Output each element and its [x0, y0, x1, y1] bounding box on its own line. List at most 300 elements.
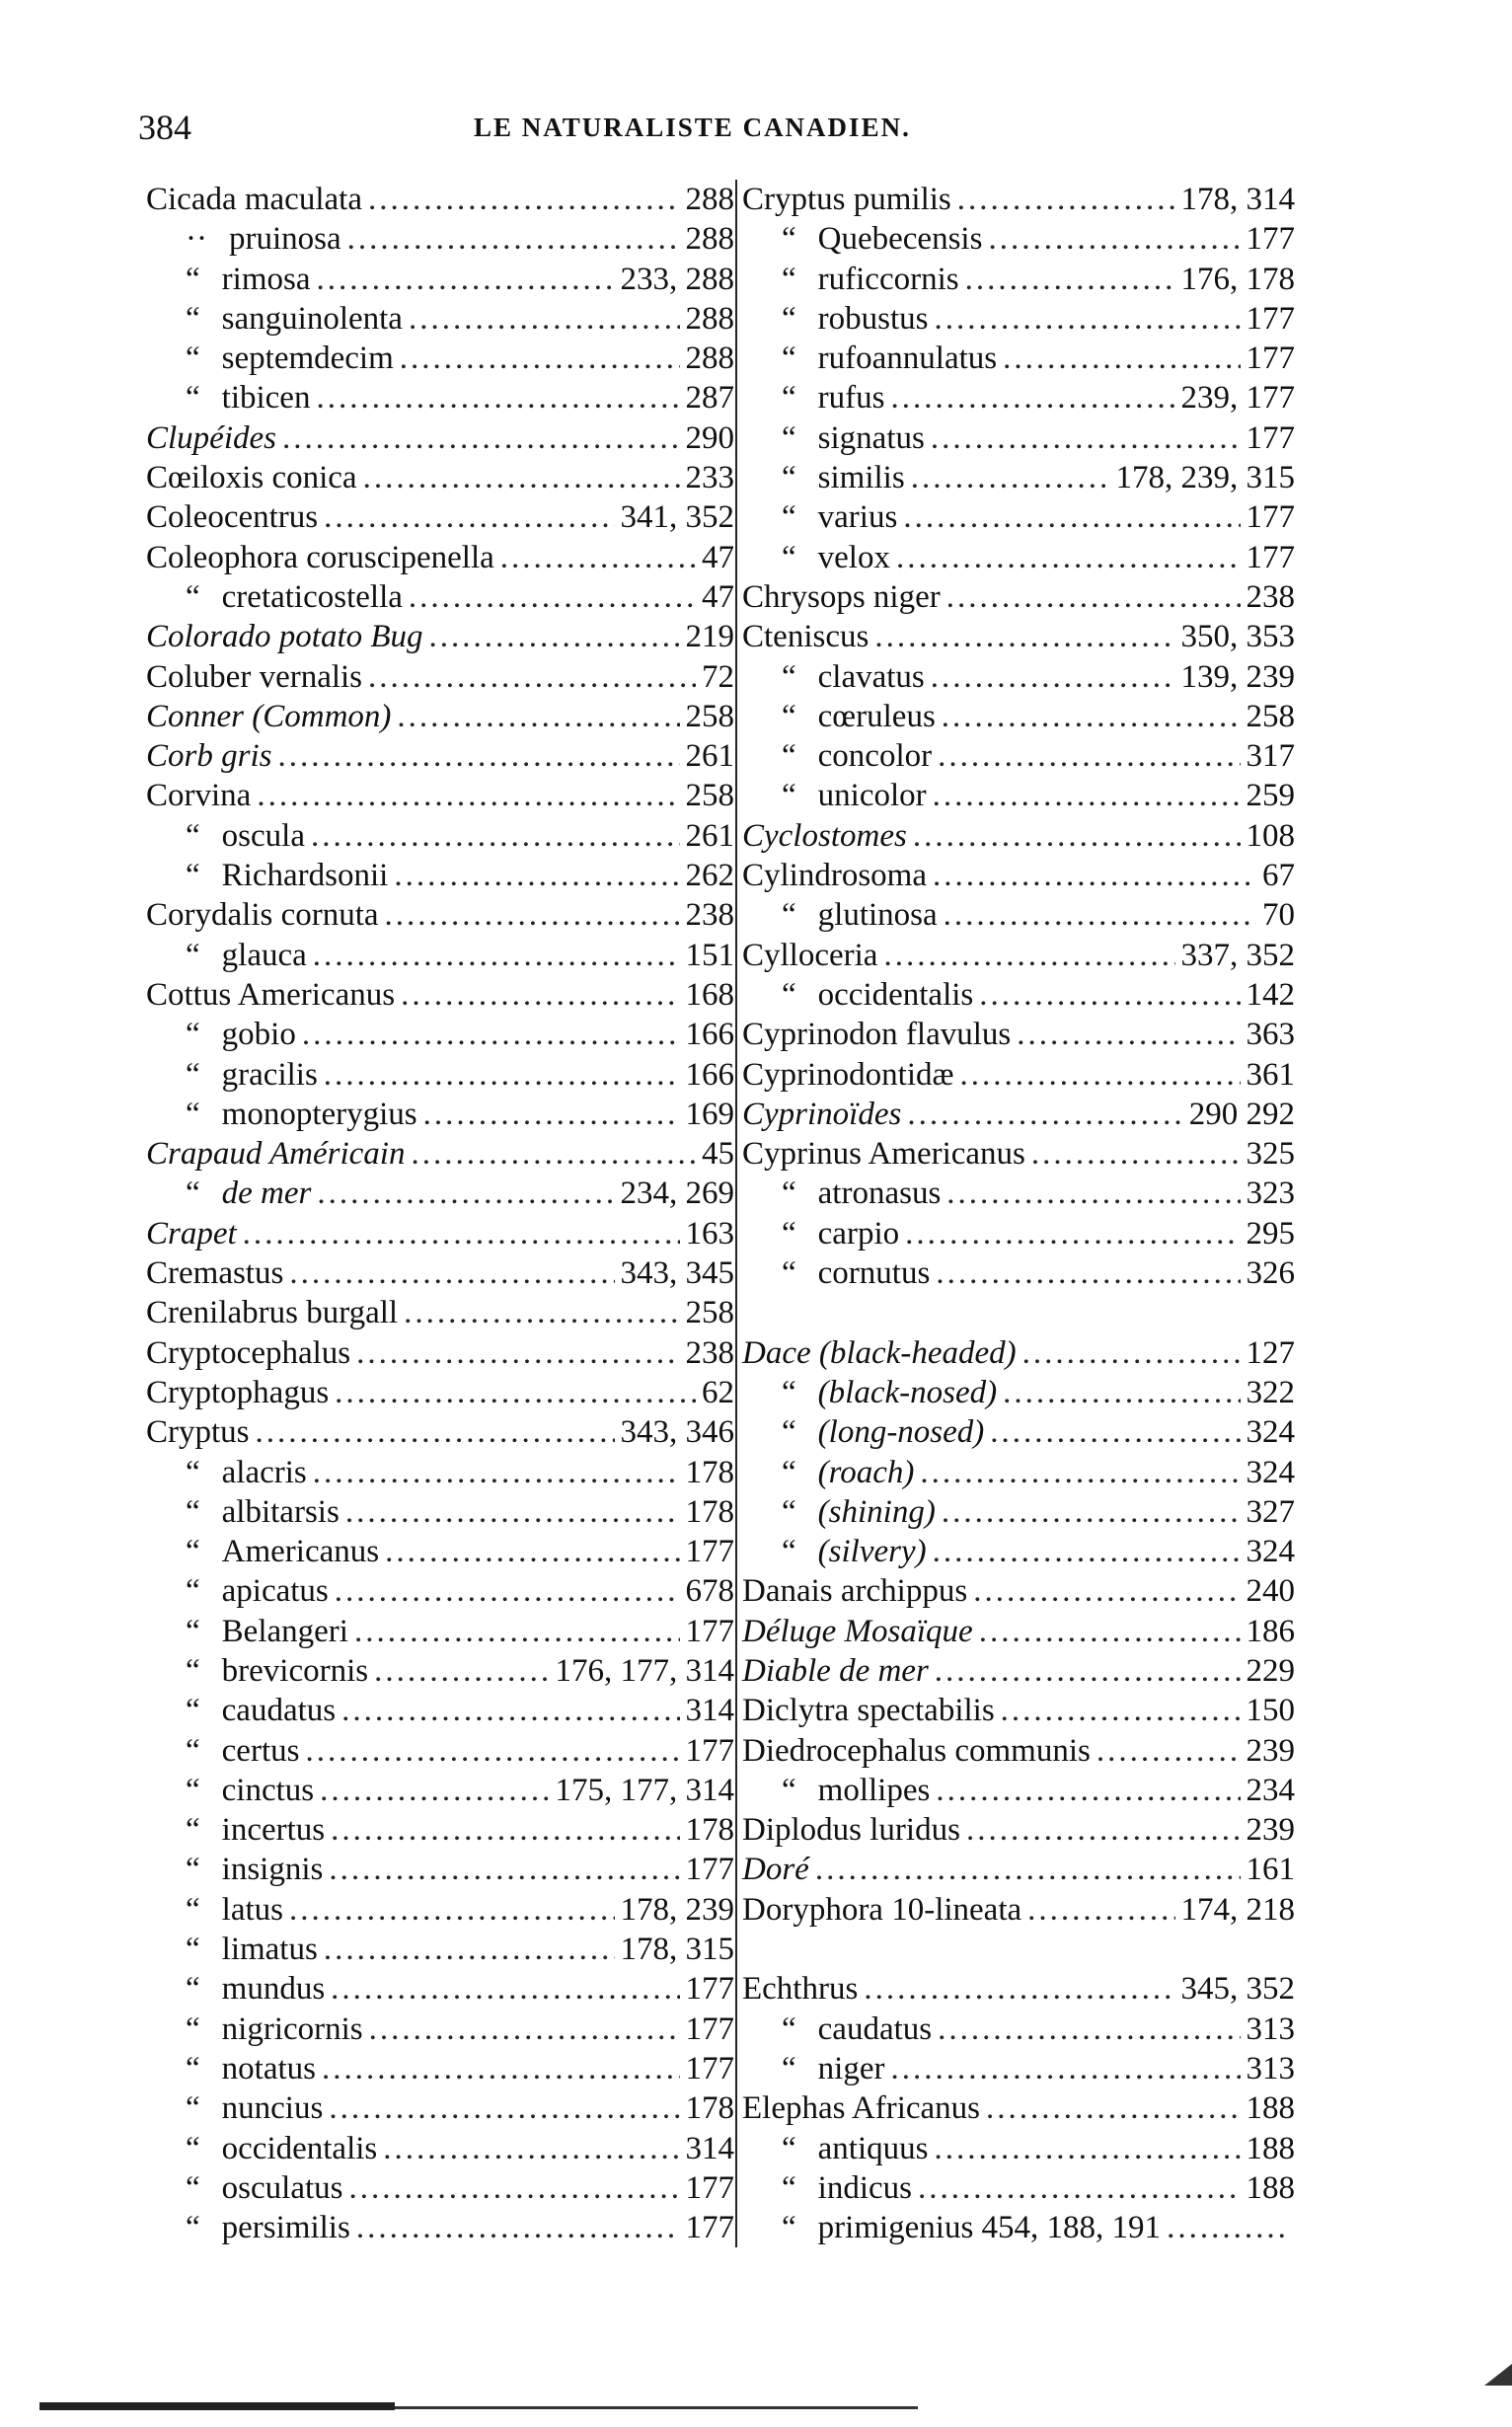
index-entry: [146, 816, 734, 856]
entry-term: cinctus: [221, 1772, 315, 1808]
index-entry: [742, 776, 1295, 815]
entry-pages: 169: [685, 1096, 734, 1132]
entry-term: Coleophora coruscipenella: [146, 539, 494, 575]
index-entry: [742, 617, 1295, 656]
entry-term: clavatus: [817, 658, 925, 695]
entry-pages: 186: [1246, 1613, 1295, 1649]
entry-term: niger: [817, 2050, 885, 2086]
ditto-mark: “: [186, 2169, 200, 2206]
entry-term: unicolor: [817, 778, 927, 814]
ditto-mark: “: [186, 1017, 200, 1053]
ditto-mark: “: [782, 2169, 796, 2206]
entry-term: atronasus: [817, 1176, 942, 1212]
dot-leader: [1003, 1373, 1240, 1412]
ditto-mark: “: [782, 2210, 796, 2246]
entry-term: osculatus: [221, 2169, 343, 2206]
entry-term: mundus: [221, 1971, 326, 2008]
entry-term: antiquus: [817, 2130, 929, 2166]
entry-pages: 178: [685, 2090, 734, 2127]
index-entry: [742, 895, 1295, 935]
entry-pages: 233, 288: [620, 261, 734, 297]
dot-leader: [409, 299, 680, 339]
page-number: 384: [138, 108, 191, 147]
ditto-mark: “: [186, 1534, 200, 1570]
ditto-mark: “: [186, 2010, 200, 2047]
entry-pages: 177: [1246, 300, 1295, 337]
entry-pages: 178, 239: [620, 1891, 734, 1928]
index-entry: [146, 458, 734, 497]
entry-term: albitarsis: [221, 1493, 340, 1530]
index-entry: [742, 1453, 1295, 1492]
entry-term: (long-nosed): [817, 1414, 985, 1451]
dot-leader: [394, 856, 679, 895]
dot-leader: [311, 816, 680, 856]
entry-pages: 325: [1246, 1136, 1295, 1173]
index-entry: [742, 1532, 1295, 1571]
ditto-mark: “: [782, 2050, 796, 2086]
index-entry: [742, 577, 1295, 617]
ditto-mark: “: [782, 1176, 796, 1212]
index-column-right: [742, 180, 1295, 2247]
entry-term: mollipes: [817, 1772, 931, 1808]
dot-leader: [385, 1532, 679, 1571]
entry-pages: 233: [685, 460, 734, 496]
entry-term: caudatus: [817, 2010, 933, 2047]
dot-leader: [944, 895, 1256, 935]
entry-term: Corvina: [146, 778, 252, 814]
entry-pages: 313: [1246, 2050, 1295, 2086]
index-entry: [146, 538, 734, 577]
entry-term: caudatus: [221, 1693, 337, 1729]
index-entry: [742, 657, 1295, 697]
dot-leader: [289, 1253, 614, 1293]
entry-term: cœruleus: [817, 698, 936, 734]
ditto-mark: “: [782, 1374, 796, 1410]
ditto-mark: “: [782, 1255, 796, 1292]
index-entry: [146, 2010, 734, 2049]
entry-pages: 177: [1246, 539, 1295, 575]
entry-pages: 219: [685, 619, 734, 655]
entry-term: Echthrus: [742, 1971, 859, 2008]
entry-pages: 314: [685, 2130, 734, 2166]
index-entry: [146, 1412, 734, 1452]
ditto-mark: “: [782, 1493, 796, 1530]
dot-leader: [935, 299, 1241, 339]
ditto-mark: “: [186, 1732, 200, 1769]
ditto-mark: “: [186, 2090, 200, 2127]
dot-leader: [368, 180, 680, 219]
index-entry: [146, 1253, 734, 1293]
index-entry: [146, 1333, 734, 1373]
entry-pages: 258: [1246, 698, 1295, 734]
entry-term: alacris: [221, 1454, 307, 1490]
entry-term: pruinosa: [228, 221, 341, 258]
dot-leader: [931, 657, 1175, 697]
dot-leader: [896, 538, 1241, 577]
entry-term: nigricornis: [221, 2010, 363, 2047]
entry-pages: 188: [1246, 2090, 1295, 2127]
entry-pages: 290 292: [1188, 1096, 1295, 1132]
index-entry: [146, 1571, 734, 1611]
index-entry: [742, 299, 1295, 339]
dot-leader: [356, 2208, 680, 2247]
entry-pages: 327: [1246, 1493, 1295, 1530]
index-entry: [146, 895, 734, 935]
entry-term: Cyprinodon flavulus: [742, 1017, 1012, 1053]
index-entry: [146, 1492, 734, 1532]
entry-term: Colorado potato Bug: [146, 619, 423, 655]
index-entry: [742, 2049, 1295, 2088]
index-entry: [742, 1771, 1295, 1810]
entry-pages: 177: [1246, 499, 1295, 536]
dot-leader: [400, 339, 680, 378]
entry-term: Belangeri: [221, 1613, 348, 1649]
index-entry: [146, 1293, 734, 1332]
index-entry: [146, 736, 734, 776]
dot-leader: [973, 1571, 1240, 1611]
entry-term: de mer: [221, 1176, 312, 1212]
index-entry: [742, 1890, 1295, 1930]
dot-leader: [935, 1651, 1241, 1691]
index-entry: [146, 1174, 734, 1213]
entry-pages: 177: [685, 1534, 734, 1570]
entry-pages: 108: [1246, 817, 1295, 854]
index-entry: [742, 975, 1295, 1015]
entry-pages: 288: [685, 221, 734, 258]
index-entry: [742, 816, 1295, 856]
ditto-mark: “: [186, 578, 200, 615]
entry-pages: 67: [1262, 858, 1295, 894]
entry-term: persimilis: [221, 2210, 350, 2246]
entry-term: sanguinolenta: [221, 300, 403, 337]
dot-leader: [957, 180, 1175, 219]
index-entry: [742, 1492, 1295, 1532]
dot-leader: [347, 219, 680, 259]
ditto-mark: “: [186, 1891, 200, 1928]
entry-term: monopterygius: [221, 1096, 417, 1132]
entry-pages: 341, 352: [620, 499, 734, 536]
dot-leader: [282, 418, 680, 458]
index-entry: [146, 1134, 734, 1174]
index-entry: [146, 2049, 734, 2088]
index-entry: [146, 1651, 734, 1691]
entry-pages: 168: [685, 976, 734, 1013]
index-entry: [742, 339, 1295, 378]
entry-term: signatus: [817, 419, 925, 456]
dot-leader: [938, 2010, 1240, 2049]
index-entry: [742, 936, 1295, 975]
ditto-mark: “: [186, 1096, 200, 1132]
dot-leader: [936, 1253, 1240, 1293]
entry-pages: 287: [685, 380, 734, 417]
index-entry: [146, 1532, 734, 1571]
entry-term: rufoannulatus: [817, 341, 998, 377]
entry-term: incertus: [221, 1812, 326, 1849]
index-entry: [146, 1930, 734, 1969]
dot-leader: [313, 936, 680, 975]
entry-pages: 239, 177: [1180, 380, 1295, 417]
entry-pages: 177: [685, 1852, 734, 1888]
ditto-mark: “: [782, 1215, 796, 1251]
index-entry: [146, 339, 734, 378]
ditto-mark: “: [186, 1932, 200, 1968]
index-entry: [742, 180, 1295, 219]
index-entry: [146, 1095, 734, 1134]
entry-pages: 324: [1246, 1454, 1295, 1490]
entry-pages: 258: [685, 1295, 734, 1331]
index-entry: [742, 260, 1295, 299]
entry-term: latus: [221, 1891, 283, 1928]
entry-pages: 47: [702, 578, 734, 615]
entry-pages: 127: [1246, 1334, 1295, 1371]
index-entry: [146, 936, 734, 975]
dot-leader: [931, 418, 1241, 458]
ditto-mark: “: [186, 937, 200, 973]
entry-term: Déluge Mosaïque: [742, 1613, 973, 1649]
dot-leader: [988, 219, 1240, 259]
entry-pages: 343, 346: [620, 1414, 734, 1451]
ditto-mark: “: [782, 460, 796, 496]
entry-term: Cœiloxis conica: [146, 460, 357, 496]
entry-term: brevicornis: [221, 1652, 369, 1689]
index-entry: [146, 1850, 734, 1889]
index-entry: [146, 378, 734, 417]
dot-leader: [903, 497, 1240, 537]
entry-term: (black-nosed): [817, 1374, 998, 1410]
entry-pages: 150: [1246, 1693, 1295, 1729]
entry-pages: 240: [1246, 1573, 1295, 1610]
index-entry: [742, 1373, 1295, 1412]
entry-pages: 177: [685, 1971, 734, 2008]
entry-pages: 258: [685, 698, 734, 734]
ditto-mark: “: [186, 341, 200, 377]
entry-pages: 178: [685, 1454, 734, 1490]
dot-leader: [1001, 1691, 1241, 1730]
index-entry: [742, 1412, 1295, 1452]
ditto-mark: “: [782, 1772, 796, 1808]
entry-pages: 177: [685, 1732, 734, 1769]
entry-pages: 229: [1246, 1652, 1295, 1689]
entry-pages: 161: [1246, 1852, 1295, 1888]
dot-leader: [316, 378, 679, 417]
index-entry: [146, 1453, 734, 1492]
entry-pages: 177: [685, 2210, 734, 2246]
entry-term: Diclytra spectabilis: [742, 1693, 995, 1729]
entry-term: certus: [221, 1732, 300, 1769]
entry-pages: 163: [685, 1215, 734, 1251]
ditto-mark: “: [186, 261, 200, 297]
entry-term: indicus: [817, 2169, 912, 2206]
ditto-mark: “: [782, 2130, 796, 2166]
entry-term: septemdecim: [221, 341, 394, 377]
entry-pages: 178, 314: [1180, 182, 1295, 217]
entry-pages: 166: [685, 1056, 734, 1093]
corner-mark: [1484, 2364, 1512, 2386]
dot-leader: [331, 1810, 679, 1850]
ditto-mark: “: [782, 698, 796, 734]
entry-pages: 139, 239: [1180, 658, 1295, 695]
dot-leader: [374, 1651, 549, 1691]
index-column-left: [146, 180, 734, 2247]
entry-term: occidentalis: [817, 976, 974, 1013]
entry-term: primigenius 454, 188, 191: [817, 2210, 1162, 2246]
entry-term: tibicen: [221, 380, 311, 417]
index-entry: [742, 538, 1295, 577]
index-entry: [146, 657, 734, 697]
dot-leader: [341, 1691, 679, 1730]
entry-pages: 314: [685, 1693, 734, 1729]
dot-leader: [1027, 1890, 1174, 1930]
index-entry: [146, 1691, 734, 1730]
entry-term: (roach): [817, 1454, 915, 1490]
entry-term: Doryphora 10-lineata: [742, 1891, 1022, 1928]
entry-pages: 258: [685, 778, 734, 814]
dot-leader: [324, 497, 614, 537]
index-entry: [146, 260, 734, 299]
dot-leader: [335, 1373, 696, 1412]
dot-leader: [907, 1095, 1182, 1134]
dot-leader: [946, 1174, 1240, 1213]
entry-pages: 176, 177, 314: [555, 1652, 734, 1689]
ditto-mark: “: [782, 300, 796, 337]
index-entry: [146, 1373, 734, 1412]
dot-leader: [409, 577, 696, 617]
ditto-mark: “: [186, 2130, 200, 2166]
ditto-mark: “: [186, 1693, 200, 1729]
entry-pages: 323: [1246, 1176, 1295, 1212]
index-entry: [146, 2168, 734, 2208]
entry-term: notatus: [221, 2050, 316, 2086]
entry-term: ruficcornis: [817, 261, 959, 297]
index-entry: [146, 1810, 734, 1850]
index-entry: [146, 1969, 734, 2009]
dot-leader: [874, 617, 1174, 656]
dot-leader: [815, 1850, 1241, 1889]
index-entry: [146, 418, 734, 458]
entry-term: Dace (black-headed): [742, 1334, 1017, 1371]
entry-pages: 288: [685, 341, 734, 377]
entry-term: limatus: [221, 1932, 318, 1968]
dot-leader: [1017, 1015, 1240, 1054]
entry-term: insignis: [221, 1852, 324, 1888]
index-entry: [146, 776, 734, 815]
ditto-mark: “: [782, 1454, 796, 1490]
dot-leader: [289, 1890, 615, 1930]
entry-term: concolor: [817, 738, 933, 775]
index-entry: [146, 1015, 734, 1054]
ditto-mark: “: [782, 1414, 796, 1451]
ditto-mark: “: [186, 1493, 200, 1530]
entry-term: glauca: [221, 937, 307, 973]
ditto-mark: “: [782, 658, 796, 695]
ditto-mark: “: [782, 897, 796, 934]
dot-leader: [302, 1015, 680, 1054]
ditto-mark: “: [782, 2010, 796, 2047]
dot-leader: [500, 538, 696, 577]
dot-leader: [864, 1969, 1174, 2009]
index-entry: [146, 856, 734, 895]
entry-term: Crenilabrus burgall: [146, 1295, 399, 1331]
entry-term: carpio: [817, 1215, 900, 1251]
entry-pages: 151: [685, 937, 734, 973]
dot-leader: [277, 736, 679, 776]
ditto-mark: “: [782, 499, 796, 536]
entry-pages: 178, 239, 315: [1115, 460, 1295, 496]
entry-pages: 259: [1246, 778, 1295, 814]
index-entry: [146, 697, 734, 736]
entry-pages: 177: [685, 2010, 734, 2047]
page-header: [138, 107, 1007, 156]
entry-pages: 176, 178: [1180, 261, 1295, 297]
dot-leader: [986, 2088, 1240, 2128]
entry-pages: 313: [1246, 2010, 1295, 2047]
entry-pages: 262: [685, 858, 734, 894]
entry-pages: 345, 352: [1180, 1971, 1295, 2008]
entry-term: Cteniscus: [742, 619, 869, 655]
entry-term: Coleocentrus: [146, 499, 319, 536]
index-entry: [146, 1055, 734, 1095]
entry-pages: 177: [685, 1613, 734, 1649]
entry-pages: 326: [1246, 1255, 1295, 1292]
entry-pages: 166: [685, 1017, 734, 1053]
entry-term: Diplodus luridus: [742, 1812, 960, 1849]
entry-pages: 234: [1246, 1772, 1295, 1808]
index-entry: [742, 1810, 1295, 1850]
dot-leader: [331, 1969, 679, 2009]
entry-pages: 175, 177, 314: [555, 1772, 734, 1808]
entry-pages: 62: [702, 1374, 734, 1410]
index-entry: [146, 180, 734, 219]
dot-leader: [320, 1771, 549, 1810]
entry-pages: 45: [702, 1136, 734, 1173]
entry-pages: 324: [1246, 1414, 1295, 1451]
entry-pages: 188: [1246, 2130, 1295, 2166]
entry-term: (shining): [817, 1493, 936, 1530]
index-entry: [742, 736, 1295, 776]
dot-leader: [335, 1571, 680, 1611]
entry-pages: 337, 352: [1180, 937, 1295, 973]
entry-pages: 238: [685, 897, 734, 934]
entry-term: nuncius: [221, 2090, 324, 2127]
entry-pages: 350, 353: [1180, 619, 1295, 655]
entry-pages: 317: [1246, 738, 1295, 775]
index-entry: [742, 1571, 1295, 1611]
index-entry: [742, 418, 1295, 458]
ditto-mark: “: [186, 1812, 200, 1849]
entry-pages: 343, 345: [620, 1255, 734, 1292]
index-entry: [742, 1333, 1295, 1373]
index-entry: [146, 299, 734, 339]
entry-pages: 295: [1246, 1215, 1295, 1251]
dot-leader: [404, 1293, 679, 1332]
index-entry: [146, 1731, 734, 1771]
dot-leader: [938, 736, 1240, 776]
index-entry: [146, 975, 734, 1015]
entry-term: cretaticostella: [221, 578, 403, 615]
index-entry: [146, 2129, 734, 2168]
entry-term: Richardsonii: [221, 858, 389, 894]
entry-term: Crapet: [146, 1215, 237, 1251]
dot-leader: [356, 1333, 679, 1373]
ditto-mark: “: [186, 817, 200, 854]
dot-leader: [324, 1055, 680, 1095]
entry-term: Cottus Americanus: [146, 976, 396, 1013]
dot-leader: [933, 856, 1256, 895]
index-entry: [742, 1174, 1295, 1213]
entry-pages: 142: [1246, 976, 1295, 1013]
ditto-mark: “: [186, 2050, 200, 2086]
dot-leader: [305, 1731, 679, 1771]
